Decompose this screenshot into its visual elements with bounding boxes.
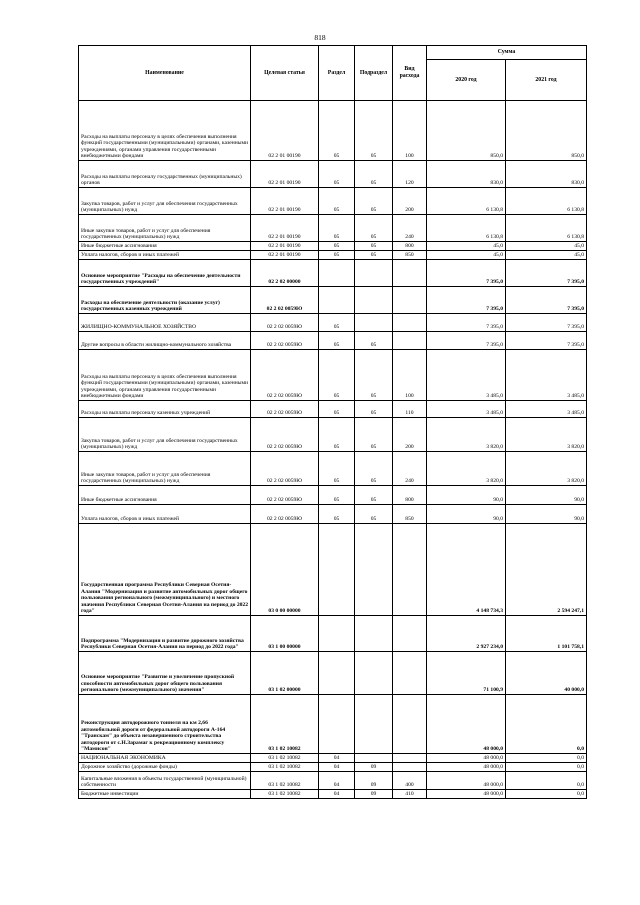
table-row — [79, 790, 587, 799]
table-row — [79, 101, 587, 161]
cell-target: 03 1 02 10082 — [251, 790, 319, 799]
cell-section — [319, 695, 355, 754]
cell-2020: 850,0 — [427, 101, 506, 161]
header-subsection: Подраздел — [355, 46, 393, 101]
cell-expense-type: 400 — [393, 772, 427, 790]
cell-section: 05 — [319, 486, 355, 505]
cell-target: 03 1 02 10082 — [251, 754, 319, 763]
cell-2020: 3 485,0 — [427, 350, 506, 401]
cell-section: 04 — [319, 772, 355, 790]
table-row — [79, 251, 587, 260]
table-row — [79, 695, 587, 754]
cell-section: 04 — [319, 790, 355, 799]
cell-expense-type — [393, 524, 427, 616]
cell-name: Уплата налогов, сборов и иных платежей — [79, 505, 251, 524]
cell-name: Реконструкция автодорожного тоннеля на км 2,66 автомобильной дороги от федеральной автодороги А-164 "Транскам" до объекта незавершенного строительства автодороги от с.Н.Зарамаг к рекреационному комплексу "Мамисон" — [79, 695, 251, 754]
cell-subsection — [355, 695, 393, 754]
cell-target: 02 2 01 00190 — [251, 101, 319, 161]
cell-name: Уплата налогов, сборов и иных платежей — [79, 251, 251, 260]
table-row — [79, 242, 587, 251]
cell-2020: 7 395,0 — [427, 332, 506, 350]
table-row — [79, 401, 587, 418]
cell-2021: 7 395,0 — [506, 332, 587, 350]
cell-expense-type: 200 — [393, 188, 427, 215]
table-row — [79, 754, 587, 763]
cell-expense-type: 100 — [393, 101, 427, 161]
cell-section — [319, 260, 355, 287]
cell-name: Закупка товаров, работ и услуг для обеспечения государственных (муниципальных) нужд — [79, 188, 251, 215]
budget-table — [78, 45, 587, 799]
table-row — [79, 314, 587, 332]
cell-2021: 45,0 — [506, 251, 587, 260]
cell-target: 02 2 02 0059Ю — [251, 401, 319, 418]
cell-name: Расходы на выплаты персоналу в целях обеспечения выполнения функций государственными (муниципальными) органами, казенными учреждениями, органами управления государственными внебюджетными фондами — [79, 350, 251, 401]
cell-name: Капитальные вложения в объекты государственной (муниципальной) собственности — [79, 772, 251, 790]
cell-2020: 90,0 — [427, 505, 506, 524]
table-row — [79, 161, 587, 188]
cell-2021: 830,0 — [506, 161, 587, 188]
cell-2020: 6 130,8 — [427, 215, 506, 242]
cell-expense-type — [393, 763, 427, 772]
cell-target: 02 2 01 00190 — [251, 188, 319, 215]
cell-name: Расходы на обеспечение деятельности (оказание услуг) государственных казенных учреждений — [79, 287, 251, 314]
cell-subsection — [355, 652, 393, 695]
table-row — [79, 452, 587, 486]
cell-expense-type — [393, 754, 427, 763]
table-row — [79, 524, 587, 616]
header-expense-type: Вид расхода — [393, 46, 427, 101]
table-row — [79, 188, 587, 215]
cell-expense-type: 800 — [393, 242, 427, 251]
header-target: Целевая статья — [251, 46, 319, 101]
cell-subsection: 05 — [355, 486, 393, 505]
cell-2020: 3 820,0 — [427, 452, 506, 486]
cell-name: НАЦИОНАЛЬНАЯ ЭКОНОМИКА — [79, 754, 251, 763]
table-row — [79, 418, 587, 452]
cell-expense-type — [393, 695, 427, 754]
cell-expense-type — [393, 260, 427, 287]
cell-expense-type — [393, 616, 427, 652]
cell-section: 04 — [319, 763, 355, 772]
cell-subsection: 05 — [355, 418, 393, 452]
cell-name: Основное мероприятие "Расходы на обеспечение деятельности государственных учреждений" — [79, 260, 251, 287]
cell-section: 05 — [319, 161, 355, 188]
cell-target: 03 1 02 10082 — [251, 763, 319, 772]
cell-name: Расходы на выплаты персоналу казенных учреждений — [79, 401, 251, 418]
cell-target: 02 2 02 0059Ю — [251, 418, 319, 452]
cell-target: 02 2 02 0059Ю — [251, 452, 319, 486]
cell-expense-type: 800 — [393, 486, 427, 505]
cell-2020: 48 000,0 — [427, 763, 506, 772]
cell-2021: 6 130,8 — [506, 188, 587, 215]
cell-section: 05 — [319, 332, 355, 350]
cell-subsection: 05 — [355, 188, 393, 215]
cell-section: 05 — [319, 251, 355, 260]
cell-2020: 71 100,9 — [427, 652, 506, 695]
table-row — [79, 505, 587, 524]
table-row — [79, 215, 587, 242]
cell-2021: 45,0 — [506, 242, 587, 251]
cell-section — [319, 652, 355, 695]
table-body — [79, 101, 587, 799]
cell-2020: 7 395,0 — [427, 287, 506, 314]
cell-section: 05 — [319, 215, 355, 242]
cell-subsection: 05 — [355, 350, 393, 401]
cell-subsection — [355, 314, 393, 332]
cell-2021: 0,0 — [506, 763, 587, 772]
cell-subsection: 05 — [355, 251, 393, 260]
cell-expense-type: 850 — [393, 505, 427, 524]
cell-name: Основное мероприятие "Развитие и увеличение пропускной способности автомобильных дорог общего пользования регионального (межмуниципального) значения" — [79, 652, 251, 695]
cell-2021: 3 820,0 — [506, 452, 587, 486]
table-row — [79, 287, 587, 314]
cell-2021: 90,0 — [506, 505, 587, 524]
cell-2020: 48 000,0 — [427, 772, 506, 790]
cell-2021: 1 101 758,1 — [506, 616, 587, 652]
cell-name: Иные закупки товаров, работ и услуг для обеспечения государственных (муниципальных) нужд — [79, 452, 251, 486]
cell-section: 05 — [319, 188, 355, 215]
cell-2020: 6 130,8 — [427, 188, 506, 215]
cell-2020: 7 395,0 — [427, 314, 506, 332]
cell-expense-type — [393, 287, 427, 314]
cell-subsection: 05 — [355, 332, 393, 350]
cell-subsection: 05 — [355, 161, 393, 188]
cell-expense-type — [393, 332, 427, 350]
cell-target: 03 0 00 00000 — [251, 524, 319, 616]
cell-section: 05 — [319, 350, 355, 401]
table-row — [79, 350, 587, 401]
cell-target: 02 2 01 00190 — [251, 251, 319, 260]
cell-target: 03 1 02 10082 — [251, 695, 319, 754]
cell-section: 05 — [319, 101, 355, 161]
cell-section: 05 — [319, 242, 355, 251]
header-year-2021: 2021 год — [506, 60, 587, 101]
cell-subsection: 09 — [355, 772, 393, 790]
cell-name: Закупка товаров, работ и услуг для обеспечения государственных (муниципальных) нужд — [79, 418, 251, 452]
cell-2021: 0,0 — [506, 695, 587, 754]
cell-target: 02 2 02 0059Ю — [251, 314, 319, 332]
table-row — [79, 332, 587, 350]
cell-2020: 45,0 — [427, 251, 506, 260]
cell-expense-type — [393, 314, 427, 332]
cell-subsection: 05 — [355, 215, 393, 242]
cell-subsection — [355, 524, 393, 616]
cell-subsection — [355, 287, 393, 314]
cell-2021: 0,0 — [506, 754, 587, 763]
cell-target: 02 2 01 00190 — [251, 242, 319, 251]
cell-expense-type: 410 — [393, 790, 427, 799]
cell-section — [319, 524, 355, 616]
cell-expense-type: 850 — [393, 251, 427, 260]
cell-2020: 48 000,0 — [427, 695, 506, 754]
cell-name: Подпрограмма "Модернизация и развитие дорожного хозяйства Республики Северная Осетия-Алания на период до 2022 года" — [79, 616, 251, 652]
cell-target: 02 2 01 00190 — [251, 161, 319, 188]
cell-2021: 40 000,0 — [506, 652, 587, 695]
cell-2020: 45,0 — [427, 242, 506, 251]
cell-2020: 2 927 234,0 — [427, 616, 506, 652]
cell-2021: 2 594 247,1 — [506, 524, 587, 616]
cell-expense-type: 110 — [393, 401, 427, 418]
cell-subsection: 05 — [355, 101, 393, 161]
cell-2021: 0,0 — [506, 772, 587, 790]
cell-2021: 7 395,0 — [506, 260, 587, 287]
cell-target: 02 2 02 0059Ю — [251, 332, 319, 350]
cell-target: 03 1 02 00000 — [251, 652, 319, 695]
cell-2021: 3 485,0 — [506, 401, 587, 418]
table-row — [79, 772, 587, 790]
cell-2020: 3 485,0 — [427, 401, 506, 418]
table-row — [79, 486, 587, 505]
cell-target: 02 2 01 00190 — [251, 215, 319, 242]
cell-target: 03 1 00 00000 — [251, 616, 319, 652]
cell-name: Расходы на выплаты персоналу в целях обеспечения выполнения функций государственными (муниципальными) органами, казенными учреждениями, органами управления государственными внебюджетными фондами — [79, 101, 251, 161]
cell-target: 03 1 02 10082 — [251, 772, 319, 790]
table-row — [79, 763, 587, 772]
cell-name: Бюджетные инвестиции — [79, 790, 251, 799]
cell-subsection: 05 — [355, 452, 393, 486]
cell-2021: 3 820,0 — [506, 418, 587, 452]
cell-section: 05 — [319, 401, 355, 418]
cell-subsection: 05 — [355, 401, 393, 418]
cell-target: 02 2 02 0059Ю — [251, 505, 319, 524]
cell-subsection — [355, 616, 393, 652]
cell-expense-type — [393, 652, 427, 695]
cell-section — [319, 616, 355, 652]
cell-expense-type: 240 — [393, 452, 427, 486]
header-year-2020: 2020 год — [427, 60, 506, 101]
cell-target: 02 2 02 0059Ю — [251, 486, 319, 505]
cell-2021: 850,0 — [506, 101, 587, 161]
cell-subsection: 05 — [355, 242, 393, 251]
cell-2021: 0,0 — [506, 790, 587, 799]
cell-target: 02 2 02 0059Ю — [251, 350, 319, 401]
cell-section: 05 — [319, 418, 355, 452]
cell-2021: 7 395,0 — [506, 314, 587, 332]
cell-expense-type: 200 — [393, 418, 427, 452]
cell-name: Дорожное хозяйство (дорожные фонды) — [79, 763, 251, 772]
cell-subsection: 09 — [355, 790, 393, 799]
cell-section: 04 — [319, 754, 355, 763]
cell-2020: 830,0 — [427, 161, 506, 188]
cell-subsection — [355, 754, 393, 763]
cell-section: 05 — [319, 505, 355, 524]
cell-section: 05 — [319, 452, 355, 486]
cell-section — [319, 287, 355, 314]
cell-name: Расходы на выплаты персоналу государственных (муниципальных) органов — [79, 161, 251, 188]
cell-name: Государственная программа Республики Северная Осетия-Алания "Модернизация и развитие автомобильных дорог общего пользования регионального (межмуниципального) и местного значения Республики Северная Осетия-Алания на период до 2022 года" — [79, 524, 251, 616]
cell-subsection: 09 — [355, 763, 393, 772]
cell-name: Иные закупки товаров, работ и услуг для обеспечения государственных (муниципальных) нужд — [79, 215, 251, 242]
cell-2020: 48 000,0 — [427, 754, 506, 763]
header-sum: Сумма — [427, 46, 587, 60]
cell-name: Иные бюджетные ассигнования — [79, 486, 251, 505]
cell-2021: 3 485,0 — [506, 350, 587, 401]
cell-2021: 90,0 — [506, 486, 587, 505]
header-section: Раздел — [319, 46, 355, 101]
cell-2021: 6 130,8 — [506, 215, 587, 242]
cell-name: Иные бюджетные ассигнования — [79, 242, 251, 251]
cell-2020: 90,0 — [427, 486, 506, 505]
cell-target: 02 2 02 0059Ю — [251, 287, 319, 314]
header-name: Наименование — [79, 46, 251, 101]
cell-2020: 48 000,0 — [427, 790, 506, 799]
cell-target: 02 2 02 00000 — [251, 260, 319, 287]
page-number: 818 — [314, 33, 326, 42]
table-row — [79, 652, 587, 695]
cell-name: ЖИЛИЩНО-КОММУНАЛЬНОЕ ХОЗЯЙСТВО — [79, 314, 251, 332]
cell-expense-type: 240 — [393, 215, 427, 242]
table-row — [79, 260, 587, 287]
cell-2020: 7 395,0 — [427, 260, 506, 287]
cell-expense-type: 100 — [393, 350, 427, 401]
cell-subsection — [355, 260, 393, 287]
cell-2020: 4 148 734,3 — [427, 524, 506, 616]
cell-subsection: 05 — [355, 505, 393, 524]
cell-expense-type: 120 — [393, 161, 427, 188]
cell-section: 05 — [319, 314, 355, 332]
cell-name: Другие вопросы в области жилищно-коммунального хозяйства — [79, 332, 251, 350]
table-row — [79, 616, 587, 652]
cell-2021: 7 395,0 — [506, 287, 587, 314]
cell-2020: 3 820,0 — [427, 418, 506, 452]
